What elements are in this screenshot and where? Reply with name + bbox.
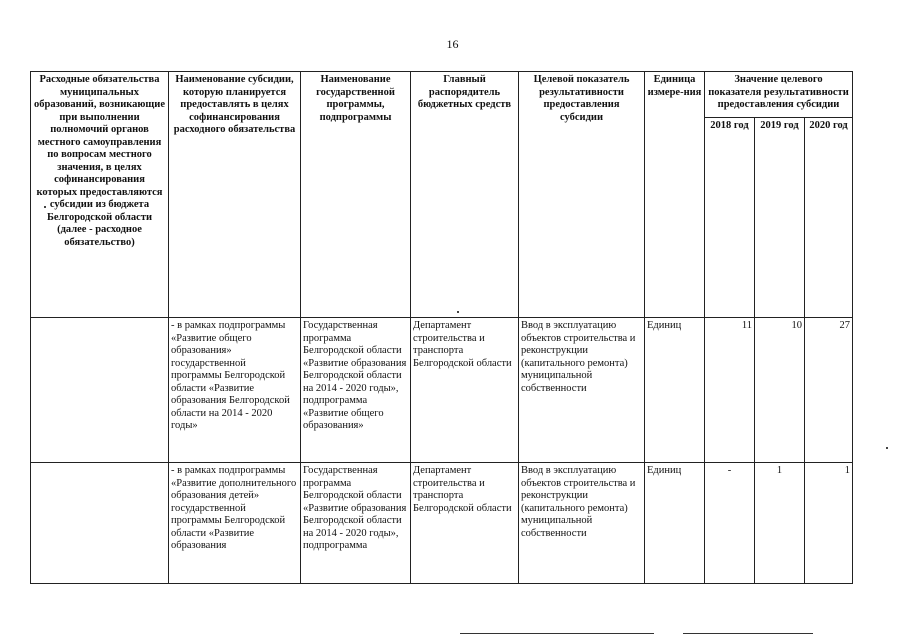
cell-value-2019: 10: [755, 318, 805, 463]
cell-value-2019: 1: [755, 463, 805, 584]
cell-obligation: [31, 318, 169, 463]
cell-subsidy-name: - в рамках подпрограммы «Развитие общего образования» государственной программы Белгородской области «Развитие образования Белгородской области на 2014 - 2020 годы»: [169, 318, 301, 463]
scan-edge-line: [460, 633, 654, 634]
cell-value-2020: 1: [805, 463, 853, 584]
cell-value-2018: 11: [705, 318, 755, 463]
cell-value-2018: -: [705, 463, 755, 584]
cell-budget-manager: Департамент строительства и транспорта Белгородской области: [411, 318, 519, 463]
scan-edge-line: [683, 633, 813, 634]
header-unit: Единица измере-ния: [645, 72, 705, 318]
header-indicator-value: Значение целевого показателя результативности предоставления субсидии: [705, 72, 853, 118]
header-year-2019: 2019 год: [755, 118, 805, 318]
header-year-2018: 2018 год: [705, 118, 755, 318]
header-program-name: Наименование государственной программы, подпрограммы: [301, 72, 411, 318]
cell-unit: Единиц: [645, 318, 705, 463]
header-obligations: Расходные обязательства муниципальных образований, возникающие при выполнении полномочий органов местного самоуправления по вопросам местного значения, в целях софинансирования которых предоставляются субсидии из бюджета Белгородской области (далее - расходное обязательство): [31, 72, 169, 318]
cell-target-indicator: Ввод в эксплуатацию объектов строительства и реконструкции (капитального ремонта) муниципальной собственности: [519, 318, 645, 463]
table-row: [31, 318, 853, 463]
header-subsidy-name: Наименование субсидии, которую планируется предоставлять в целях софинансирования расходного обязательства: [169, 72, 301, 318]
page-number: 16: [446, 37, 459, 51]
table-row: [31, 463, 853, 584]
scan-speck: [44, 206, 46, 208]
header-target-indicator: Целевой показатель результативности предоставления субсидии: [519, 72, 645, 318]
cell-program-name: Государственная программа Белгородской области «Развитие образования Белгородской области на 2014 - 2020 годы», подпрограмма «Развитие общего образования»: [301, 318, 411, 463]
header-year-2020: 2020 год: [805, 118, 853, 318]
scan-speck: [457, 311, 459, 313]
subsidy-table: [30, 71, 853, 584]
cell-budget-manager: Департамент строительства и транспорта Белгородской области: [411, 463, 519, 584]
scan-speck: [886, 447, 888, 449]
cell-value-2020: 27: [805, 318, 853, 463]
cell-unit: Единиц: [645, 463, 705, 584]
cell-target-indicator: Ввод в эксплуатацию объектов строительства и реконструкции (капитального ремонта) муниципальной собственности: [519, 463, 645, 584]
cell-program-name: Государственная программа Белгородской области «Развитие образования Белгородской области на 2014 - 2020 годы», подпрограмма: [301, 463, 411, 584]
header-budget-manager: Главный распорядитель бюджетных средств: [411, 72, 519, 318]
cell-subsidy-name: - в рамках подпрограммы «Развитие дополнительного образования детей» государственной программы Белгородской области «Развитие образования: [169, 463, 301, 584]
cell-obligation: [31, 463, 169, 584]
